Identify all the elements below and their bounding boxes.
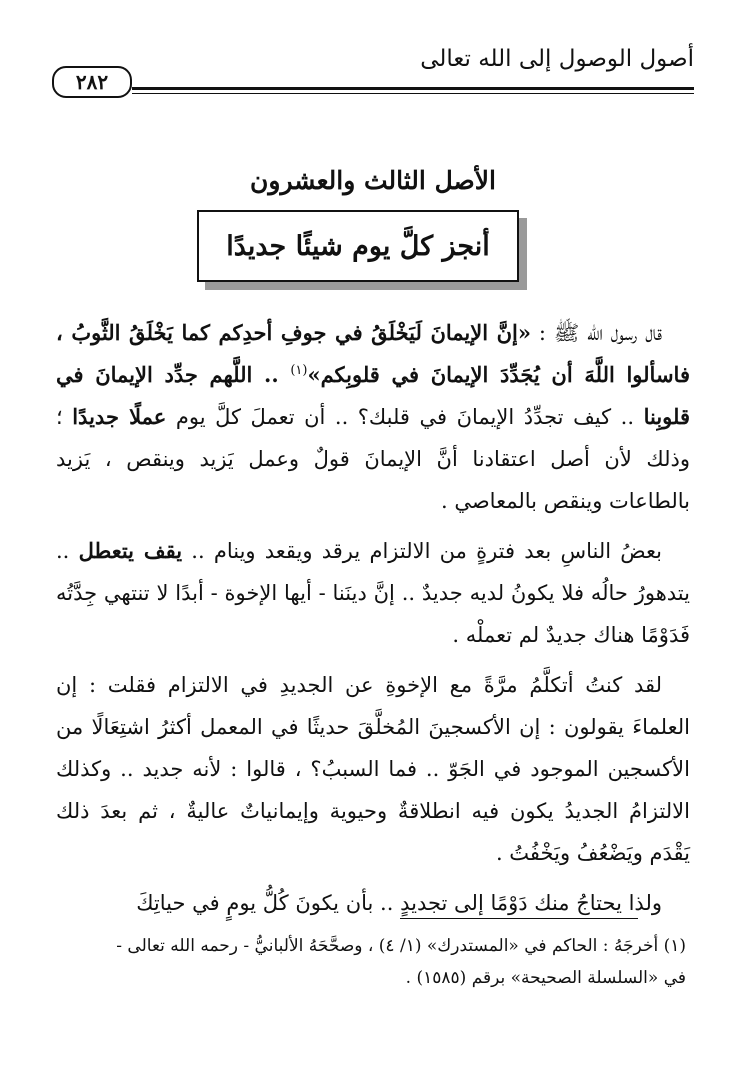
chapter-title: أنجز كلَّ يوم شيئًا جديدًا	[226, 230, 490, 262]
p1-rest-a: .. كيف تجدِّدُ الإيمانَ في قلبك؟ .. أن تعملَ كلَّ يوم	[166, 405, 644, 429]
running-title: أصول الوصول إلى الله تعالى	[420, 46, 694, 72]
paragraph-1	[56, 312, 690, 522]
paragraph-2	[56, 530, 690, 656]
chapter-label: الأصل الثالث والعشرون	[250, 166, 496, 195]
footnote-line-2: في «السلسلة الصحيحة» برقم (١٥٨٥) .	[405, 968, 686, 988]
footnote-line-1: (١) أخرجَهُ : الحاكم في «المستدرك» (١/ ٤) ، وصحَّحَهُ الألبانيُّ - رحمه الله تعالى -	[116, 936, 686, 956]
paragraph-4: ولذا يحتاجُ منك دَوْمًا إلى تجديدٍ .. بأن يكونَ كُلُّ يومٍ في حياتِكَ	[136, 891, 662, 915]
p2-c: .. يتدهورُ حالُه فلا يكونُ لديه جديدٌ .. إنَّ دينَنا - أيها الإخوة - أبدًا لا تنتهي جِدَّتُه فَدَوْمًا هناك جديدٌ لم تعملْه .	[56, 539, 690, 647]
page-number: ٢٨٢	[52, 66, 132, 98]
p2-b: يقف يتعطل	[78, 538, 183, 563]
p2-a: بعضُ الناسِ بعد فترةٍ من الالتزام يرقد ويقعد وينام ..	[182, 539, 662, 563]
footnote	[56, 930, 686, 994]
paragraph-3: لقد كنتُ أتكلَّمُ مرَّةً مع الإخوةِ عن الجديدِ في الالتزام فقلت : إن العلماءَ يقولون : إن الأكسجينَ المُخلَّقَ حديثًا في المعمل أكثرُ اشتِعَالًا من الأكسجين الموجود في الجَوّ .. فما السببُ؟ ، قالوا : لأنه جديد .. وكذلك الالتزامُ الجديدُ يكون فيه انطلاقةٌ وحيوية وإيمانياتٌ عاليةٌ ، ثم بعدَ ذلك يَقْدَم ويَضْعُفُ ويَخْفُتُ .	[56, 673, 690, 865]
p1-intro: قال رسول الله ﷺ :	[531, 321, 662, 345]
page-header	[52, 40, 694, 98]
body-text	[56, 312, 690, 932]
hadith-text: «إنَّ الإيمانَ لَيَخْلَقُ في جوفِ أحدِكم كما يَخْلَقُ الثَّوبُ ، فاسألوا اللَّهَ أن يُجَدِّدَ الإيمانَ في قلوبِكم»	[56, 320, 690, 387]
footnote-rule	[400, 918, 638, 919]
p1-rest-b: ؛ وذلك لأن أصل اعتقادنا أنَّ الإيمانَ قولٌ وعمل يَزيد وينقص ، يَزيد بالطاعات وينقص بالمعاصي .	[56, 405, 690, 513]
p1-dua: .. اللَّهم جدِّد الإيمانَ في قلوبِنا	[56, 362, 690, 429]
p1-amal: عملًا جديدًا	[72, 404, 167, 429]
footnote-ref: (١)	[290, 363, 308, 378]
chapter-title-box	[197, 210, 519, 282]
header-rule-thin	[132, 93, 694, 94]
header-rule-thick	[132, 87, 694, 90]
